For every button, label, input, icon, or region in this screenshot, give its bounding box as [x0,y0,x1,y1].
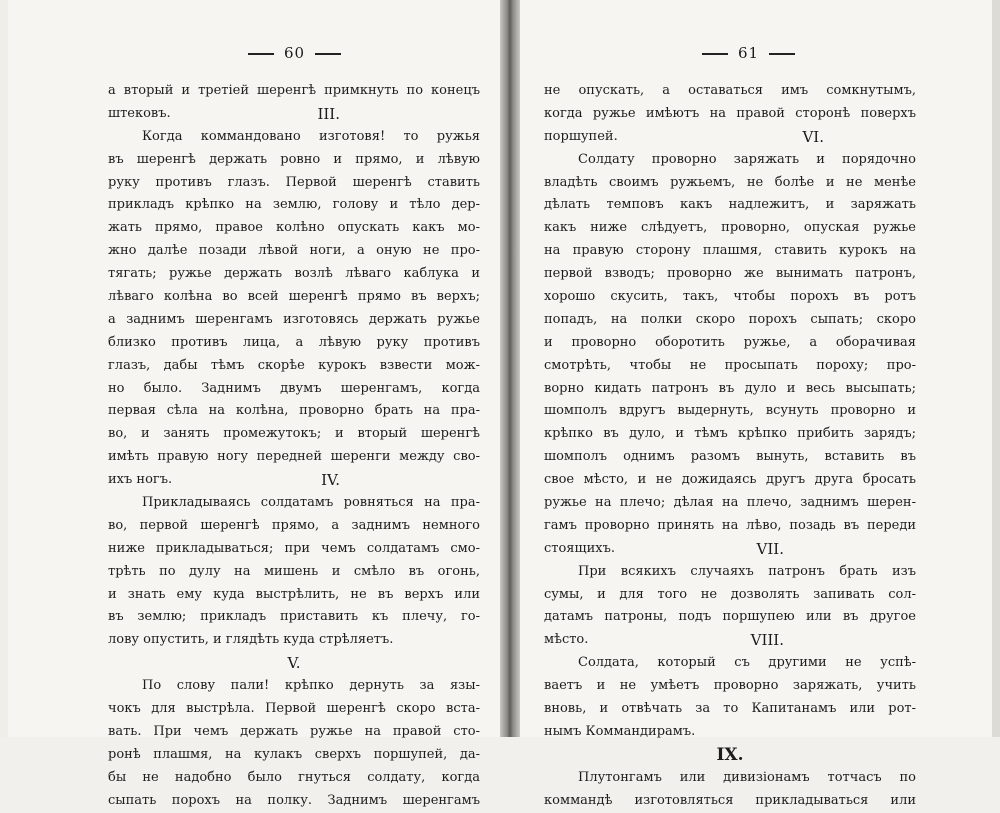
text-line [544,149,916,172]
text-line [544,790,916,813]
line-text: вать. При чемъ держать ружье на правой сто- [108,723,480,739]
text-line [544,80,916,103]
dash-ornament [248,53,274,55]
text-line [108,332,480,355]
text-line [544,469,916,492]
line-text: владѣть своимъ ружьемъ, не болѣе и не менѣе [544,174,916,190]
line-text: руку противъ глазъ. Первой шеренгѣ ставить [108,174,480,190]
line-text: имѣть правую ногу передней шеренги между сво- [108,449,480,465]
line-text: прикладъ крѣпко на землю, голову и тѣло дер- [108,197,480,213]
text-line [544,446,916,469]
line-text: крѣпко въ дуло, и тѣмъ крѣпко прибить зарядъ; [544,426,916,442]
line-text: попадъ, на полки скоро порохъ сыпать; скоро [544,311,916,327]
text-line [108,469,480,492]
text-line [108,629,480,652]
text-line [544,217,916,240]
text-line [108,446,480,469]
right-page [520,0,992,808]
line-text: жать прямо, правое колѣно опускать какъ мо- [108,220,480,236]
text-line [544,126,916,149]
line-text: штековъ. [108,105,171,121]
text-line [108,652,480,675]
line-text: хорошо скусить, такъ, чтобы порохъ въ ротъ [544,289,916,305]
text-line [544,309,916,332]
line-text: чокъ для выстрѣла. Первой шеренгѣ скоро вста- [108,701,480,717]
text-line [544,606,916,629]
section-number: VII. [756,539,784,558]
line-text: въ шеренгѣ держать ровно и прямо, и лѣвую [108,151,480,167]
text-line [108,172,480,195]
line-text: во, и занять промежутокъ; и вторый шеренгѣ [108,426,480,442]
left-page-body [108,80,480,813]
line-text: не опускать, а оставаться имъ сомкнутымъ, [544,83,916,98]
line-text: и знать ему куда выстрѣлить, не въ верхъ или [108,586,480,602]
text-line [544,240,916,263]
text-line [544,515,916,538]
line-text: датамъ патроны, подъ поршупею или въ другое [544,609,916,625]
line-text: а вторый и третiей шеренгѣ примкнуть по конецъ [108,83,480,98]
line-text: шомполъ однимъ разомъ вынуть, вставить въ [544,449,916,465]
text-line [544,400,916,423]
line-text: смотрѣть, чтобы не просыпать пороху; про- [544,357,916,373]
line-text: гамъ проворно принять на лѣво, позадь въ переди [544,517,916,533]
text-line [544,538,916,561]
text-line [108,492,480,515]
text-line [108,355,480,378]
text-line [544,584,916,607]
text-line [108,538,480,561]
text-line [544,286,916,309]
line-text: поршупей. [544,128,618,144]
line-text: сыпать порохъ на полку. Заднимъ шеренгамъ [108,792,480,808]
dash-ornament [769,53,795,55]
text-line [544,172,916,195]
section-number: IV. [321,471,340,490]
text-line [544,652,916,675]
book-gutter [500,0,520,737]
line-text: Солдата, который съ другими не успѣ- [578,655,916,671]
line-text: По слову пали! крѣпко дернуть за язы- [142,678,480,694]
text-line [544,194,916,217]
line-text: ворно кидать патронъ въ дуло и весь высыпать; [544,380,916,396]
text-line [108,240,480,263]
line-text: лѣваго колѣна во всей шеренгѣ прямо въ верхъ; [108,289,480,305]
text-line [108,423,480,446]
line-text: Солдату проворно заряжать и порядочно [578,151,916,167]
text-line [544,744,916,767]
dash-ornament [702,53,728,55]
text-line [108,790,480,813]
text-line [108,698,480,721]
line-text: ронѣ плашмя, на кулакъ сверхъ поршупей, да- [108,746,480,762]
text-line [544,332,916,355]
text-line [108,515,480,538]
line-text: первая сѣла на колѣна, проворно брать на пра- [108,403,480,419]
text-line [544,561,916,584]
line-text: дѣлать темповъ какъ надлежитъ, и заряжать [544,197,916,213]
page-number-text: 60 [284,44,306,62]
text-line [544,355,916,378]
left-page-number [238,44,351,62]
line-text: свое мѣсто, и не дожидаясь другъ друга бросать [544,472,916,488]
right-page-body [544,80,916,813]
text-line [544,103,916,126]
line-text: нымъ Коммандирамъ. [544,723,696,739]
line-text: коммандѣ изготовляться прикладываться или [544,792,916,808]
line-text: стоящихъ. [544,540,615,556]
left-page [8,0,500,808]
text-line [544,675,916,698]
line-text: вновь, и отвѣчать за то Капитанамъ или рот- [544,701,916,717]
text-line [544,767,916,790]
line-text: Прикладываясь солдатамъ ровняться на пра- [142,495,480,511]
line-text: въ землю; прикладъ приставить къ плечу, го- [108,609,480,625]
page-edge [992,0,1000,737]
line-text: на правую сторону плашмя, ставить курокъ на [544,243,916,259]
text-line [108,767,480,790]
text-line [544,423,916,446]
line-text: глазъ, дабы тѣмъ скорѣе курокъ взвести мож- [108,357,480,373]
text-line [108,721,480,744]
line-text: тягать; ружье держать возлѣ лѣваго каблука и [108,266,480,282]
page-number-text: 61 [738,44,760,62]
line-text: близко противъ лица, а лѣвую руку противъ [108,334,480,350]
line-text: бы не надобно было гнуться солдату, когда [108,769,480,785]
text-line [108,400,480,423]
line-text: и проворно оборотить ружье, а оборачивая [544,334,916,350]
text-line [544,721,916,744]
line-text: но было. Заднимъ двумъ шеренгамъ, когда [108,380,480,396]
line-text: трѣть по дулу на мишень и смѣло въ огонь, [108,563,480,579]
line-text: первой взводъ; проворно же вынимать патронъ, [544,266,916,282]
text-line [108,744,480,767]
text-line [544,492,916,515]
text-line [544,378,916,401]
dash-ornament [315,53,341,55]
line-text: а заднимъ шеренгамъ изготовясь держать ружье [108,311,480,327]
text-line [108,149,480,172]
text-line [108,584,480,607]
text-line [108,103,480,126]
line-text: лову опустить, и глядѣть куда стрѣляетъ. [108,632,394,648]
text-line [108,194,480,217]
text-line [544,263,916,286]
text-line [108,561,480,584]
text-line [544,698,916,721]
text-line [108,378,480,401]
line-text: Плутонгамъ или дивизiонамъ тотчасъ по [578,769,916,785]
section-number: VI. [802,127,824,146]
line-text: V. [287,654,301,673]
line-text: шомполъ вдругъ выдернуть, всунуть проворно и [544,403,916,419]
text-line [108,309,480,332]
line-text: когда ружье имѣютъ на правой сторонѣ поверхъ [544,105,916,121]
line-text: во, первой шеренгѣ прямо, а заднимъ немного [108,517,480,533]
line-text: сумы, и для того не дозволять запивать сол- [544,586,916,602]
line-text: какъ ниже слѣдуетъ, проворно, опуская ружье [544,220,916,236]
section-number: III. [317,104,340,123]
text-line [108,286,480,309]
text-line [108,80,480,103]
right-page-number [692,44,805,62]
text-line [108,217,480,240]
text-line [108,126,480,149]
line-text: жно далѣе позади лѣвой ноги, а оную не про- [108,243,480,259]
text-line [108,675,480,698]
line-text: ваетъ и не умѣетъ проворно заряжать, учить [544,678,916,694]
text-line [544,629,916,652]
line-text: ружье на плечо; дѣлая на плечо, заднимъ шерен- [544,495,916,511]
text-line [108,606,480,629]
line-text: Когда коммандовано изготовя! то ружья [142,128,480,144]
section-number: VIII. [750,631,784,650]
line-text: мѣсто. [544,632,589,648]
line-text: При всякихъ случаяхъ патронъ брать изъ [578,563,916,579]
text-line [108,263,480,286]
line-text: IX. [716,744,744,765]
line-text: ихъ ногъ. [108,472,173,488]
line-text: ниже прикладываться; при чемъ солдатамъ смо- [108,540,480,556]
